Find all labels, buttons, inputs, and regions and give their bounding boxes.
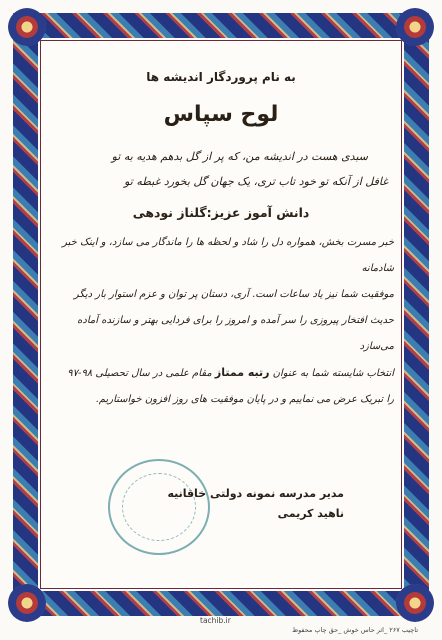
body-line-4-end: مقام علمی در سال تحصیلی ۹۸-۹۷ (67, 368, 212, 379)
certificate-title: لوح سپاس (163, 102, 279, 127)
body-line-4-start: انتخاب شایسته شما به عنوان (272, 368, 394, 379)
poem-line-1: سبدی هست در اندیشه من، که پر از گل بدهم هدیه به تو (111, 150, 368, 163)
certificate-content (48, 70, 394, 413)
principal-name: ناهید کریمی (277, 507, 344, 520)
principal-role: مدیر مدرسه نمونه دولتی خاقانیه (167, 487, 344, 500)
signature-block (167, 484, 344, 524)
body-line-2: موفقیت شما نیز یاد ساعات است. آری، دستان پر توان و عزم استوار بار دیگر (73, 289, 394, 300)
corner-rosette-icon (396, 8, 434, 46)
corner-rosette-icon (8, 584, 46, 622)
website-watermark: tachib.ir (200, 616, 231, 625)
body-line-3: حدیث افتخار پیروزی را سر آمده و امروز را برای فردایی بهتر و سازنده آماده می‌سازد (77, 315, 394, 352)
poem-line-2: غافل از آنکه تو خود تاب تری، یک جهان گل بخورد غبطه تو (124, 175, 388, 188)
body-line-5: را تبریک عرض می نماییم و در پایان موفقیت های روز افزون خواستاریم. (95, 394, 394, 405)
footer-credit: تاچیب ۲۶۷ _اثر حاس خوش _حق چاپ محفوظ (292, 626, 418, 634)
corner-rosette-icon (8, 8, 46, 46)
rank-highlight: رتبه ممتاز (214, 366, 270, 379)
certificate-body (48, 230, 394, 413)
body-line-4 (48, 360, 394, 387)
invocation-heading: به نام پروردگار اندیشه ها (146, 70, 296, 84)
body-line-1: خبر مسرت بخش، همواره دل را شاد و لحظه ها را ماندگار می سازد، و اینک خبر شادمانه (62, 237, 394, 274)
corner-rosette-icon (396, 584, 434, 622)
student-name: دانش آموز عزیز:گلناز نودهی (132, 205, 310, 220)
